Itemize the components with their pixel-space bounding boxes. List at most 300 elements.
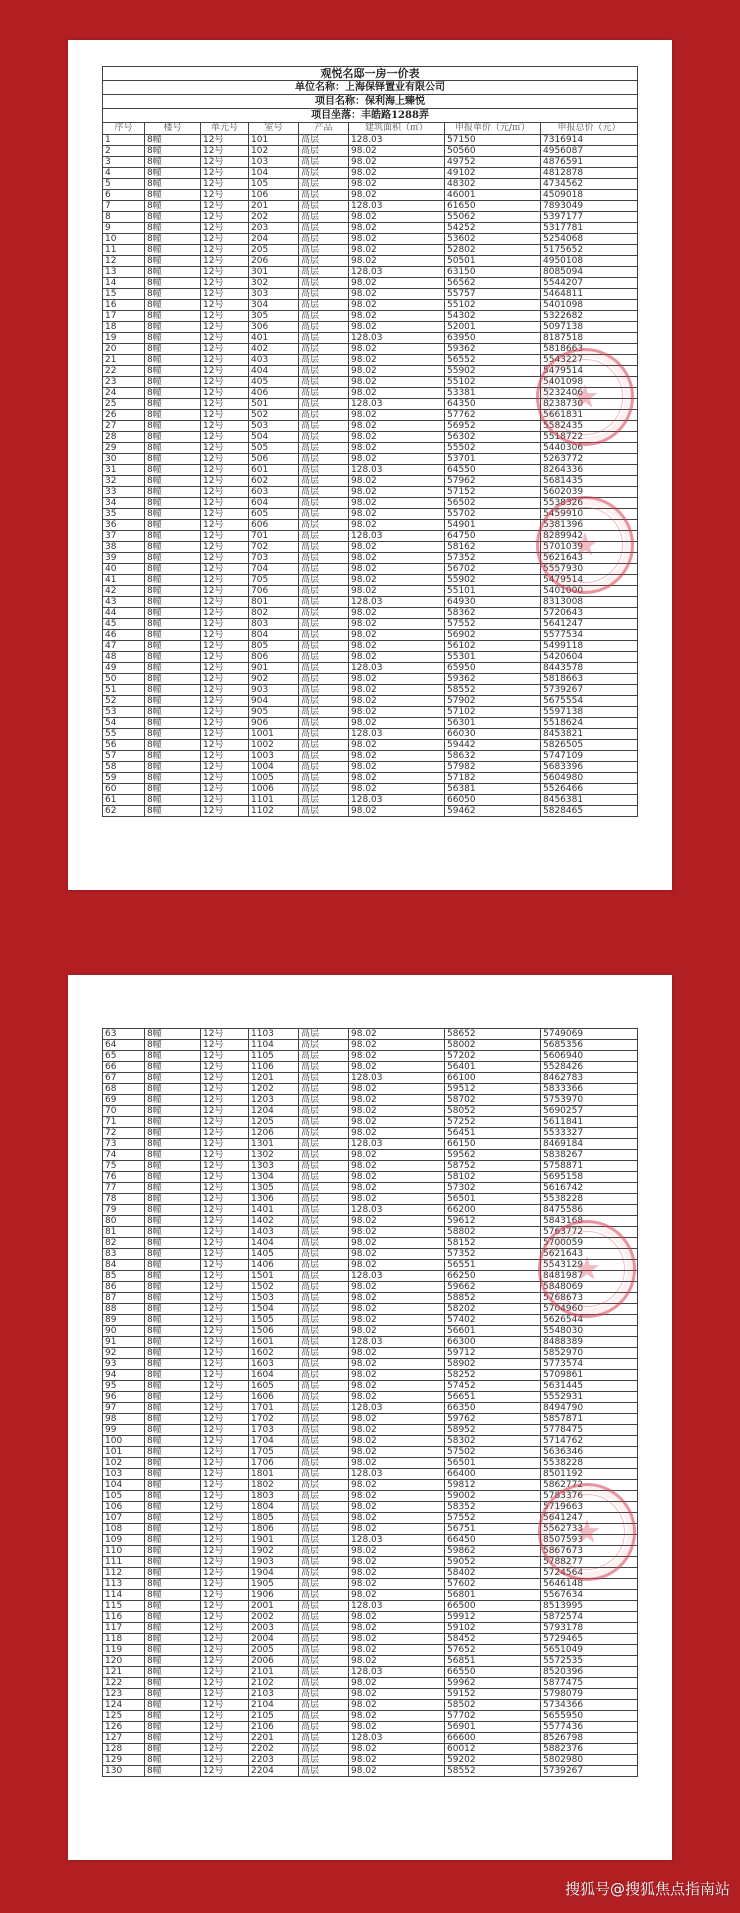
cell-unit-price: 56562	[445, 278, 541, 289]
cell-area: 128.03	[349, 1205, 445, 1216]
cell-area: 98.02	[349, 652, 445, 663]
cell-index: 102	[103, 1458, 145, 1469]
cell-index: 25	[103, 399, 145, 410]
cell-room: 1204	[249, 1106, 299, 1117]
table-row	[103, 1700, 638, 1711]
cell-index: 68	[103, 1084, 145, 1095]
cell-unit-price: 57552	[445, 1513, 541, 1524]
cell-area: 128.03	[349, 1733, 445, 1744]
cell-building: 8幢	[145, 344, 201, 355]
cell-unit-price: 58352	[445, 1502, 541, 1513]
cell-room: 604	[249, 498, 299, 509]
cell-index: 118	[103, 1634, 145, 1645]
cell-area: 98.02	[349, 245, 445, 256]
cell-unit-price: 66600	[445, 1733, 541, 1744]
cell-product: 高层	[299, 1579, 349, 1590]
cell-index: 27	[103, 421, 145, 432]
cell-building: 8幢	[145, 1766, 201, 1777]
cell-room: 105	[249, 179, 299, 190]
cell-total-price: 5739267	[541, 1766, 638, 1777]
cell-building: 8幢	[145, 1359, 201, 1370]
cell-area: 98.02	[349, 553, 445, 564]
cell-total-price: 5724564	[541, 1568, 638, 1579]
cell-unit-price: 56301	[445, 718, 541, 729]
cell-product: 高层	[299, 1656, 349, 1667]
cell-area: 128.03	[349, 1271, 445, 1282]
cell-product: 高层	[299, 1172, 349, 1183]
cell-unit-price: 57182	[445, 773, 541, 784]
cell-index: 72	[103, 1128, 145, 1139]
cell-room: 205	[249, 245, 299, 256]
cell-room: 803	[249, 619, 299, 630]
cell-area: 128.03	[349, 1535, 445, 1546]
cell-unit: 12号	[201, 806, 249, 817]
cell-unit-price: 55702	[445, 509, 541, 520]
table-row	[103, 1766, 638, 1777]
cell-unit-price: 58632	[445, 751, 541, 762]
cell-room: 1501	[249, 1271, 299, 1282]
cell-index: 8	[103, 212, 145, 223]
cell-product: 高层	[299, 1590, 349, 1601]
cell-building: 8幢	[145, 1106, 201, 1117]
cell-product: 高层	[299, 278, 349, 289]
cell-area: 98.02	[349, 1546, 445, 1557]
cell-product: 高层	[299, 696, 349, 707]
cell-room: 1601	[249, 1337, 299, 1348]
cell-unit: 12号	[201, 751, 249, 762]
cell-building: 8幢	[145, 1414, 201, 1425]
cell-total-price: 8475586	[541, 1205, 638, 1216]
table-row	[103, 707, 638, 718]
cell-area: 98.02	[349, 696, 445, 707]
cell-unit: 12号	[201, 399, 249, 410]
cell-index: 79	[103, 1205, 145, 1216]
cell-room: 805	[249, 641, 299, 652]
cell-unit-price: 64750	[445, 531, 541, 542]
cell-room: 701	[249, 531, 299, 542]
cell-total-price: 5582435	[541, 421, 638, 432]
cell-total-price: 5499118	[541, 641, 638, 652]
cell-unit-price: 52802	[445, 245, 541, 256]
cell-building: 8幢	[145, 1700, 201, 1711]
cell-total-price: 5479514	[541, 575, 638, 586]
cell-index: 33	[103, 487, 145, 498]
cell-index: 49	[103, 663, 145, 674]
cell-unit: 12号	[201, 1458, 249, 1469]
cell-total-price: 5397177	[541, 212, 638, 223]
cell-unit-price: 56381	[445, 784, 541, 795]
cell-room: 1303	[249, 1161, 299, 1172]
cell-total-price: 8520396	[541, 1667, 638, 1678]
cell-index: 56	[103, 740, 145, 751]
cell-area: 98.02	[349, 1216, 445, 1227]
cell-unit-price: 59152	[445, 1689, 541, 1700]
cell-unit: 12号	[201, 1491, 249, 1502]
cell-total-price: 5557930	[541, 564, 638, 575]
cell-unit: 12号	[201, 619, 249, 630]
cell-product: 高层	[299, 1084, 349, 1095]
cell-total-price: 8488389	[541, 1337, 638, 1348]
cell-index: 20	[103, 344, 145, 355]
cell-building: 8幢	[145, 1403, 201, 1414]
cell-product: 高层	[299, 1469, 349, 1480]
col-header-building: 楼号	[145, 123, 201, 135]
cell-area: 128.03	[349, 729, 445, 740]
cell-unit: 12号	[201, 509, 249, 520]
price-sheet-page-1	[68, 40, 672, 890]
cell-area: 98.02	[349, 751, 445, 762]
cell-unit: 12号	[201, 1755, 249, 1766]
cell-unit: 12号	[201, 344, 249, 355]
cell-building: 8幢	[145, 1205, 201, 1216]
cell-room: 2003	[249, 1623, 299, 1634]
cell-total-price: 5538228	[541, 1194, 638, 1205]
cell-product: 高层	[299, 1337, 349, 1348]
cell-unit: 12号	[201, 1700, 249, 1711]
cell-unit: 12号	[201, 1040, 249, 1051]
cell-total-price: 5440306	[541, 443, 638, 454]
cell-unit: 12号	[201, 1623, 249, 1634]
cell-index: 120	[103, 1656, 145, 1667]
cell-product: 高层	[299, 487, 349, 498]
cell-building: 8幢	[145, 399, 201, 410]
cell-unit-price: 59052	[445, 1557, 541, 1568]
cell-area: 98.02	[349, 1062, 445, 1073]
cell-unit: 12号	[201, 1106, 249, 1117]
cell-total-price: 5778475	[541, 1425, 638, 1436]
cell-unit: 12号	[201, 135, 249, 146]
cell-index: 107	[103, 1513, 145, 1524]
cell-product: 高层	[299, 608, 349, 619]
cell-unit-price: 50560	[445, 146, 541, 157]
cell-room: 1104	[249, 1040, 299, 1051]
cell-area: 98.02	[349, 1524, 445, 1535]
cell-product: 高层	[299, 1513, 349, 1524]
cell-room: 2104	[249, 1700, 299, 1711]
cell-unit-price: 66150	[445, 1139, 541, 1150]
cell-index: 41	[103, 575, 145, 586]
cell-unit: 12号	[201, 377, 249, 388]
cell-product: 高层	[299, 641, 349, 652]
cell-product: 高层	[299, 190, 349, 201]
cell-product: 高层	[299, 1546, 349, 1557]
cell-unit-price: 55502	[445, 443, 541, 454]
cell-index: 19	[103, 333, 145, 344]
table-row	[103, 1623, 638, 1634]
cell-room: 1603	[249, 1359, 299, 1370]
cell-product: 高层	[299, 399, 349, 410]
cell-index: 42	[103, 586, 145, 597]
cell-product: 高层	[299, 1161, 349, 1172]
cell-unit-price: 63150	[445, 267, 541, 278]
cell-total-price: 7316914	[541, 135, 638, 146]
table-row	[103, 1414, 638, 1425]
cell-area: 128.03	[349, 1469, 445, 1480]
cell-building: 8幢	[145, 1315, 201, 1326]
table-row	[103, 454, 638, 465]
cell-unit-price: 59712	[445, 1348, 541, 1359]
cell-unit-price: 58362	[445, 608, 541, 619]
table-row	[103, 1722, 638, 1733]
cell-index: 9	[103, 223, 145, 234]
table-row	[103, 806, 638, 817]
cell-unit-price: 58552	[445, 685, 541, 696]
cell-room: 1202	[249, 1084, 299, 1095]
cell-building: 8幢	[145, 1469, 201, 1480]
cell-area: 98.02	[349, 509, 445, 520]
cell-total-price: 4734562	[541, 179, 638, 190]
cell-unit-price: 66350	[445, 1403, 541, 1414]
cell-room: 1006	[249, 784, 299, 795]
cell-total-price: 5602039	[541, 487, 638, 498]
cell-unit-price: 57150	[445, 135, 541, 146]
cell-index: 99	[103, 1425, 145, 1436]
table-row	[103, 751, 638, 762]
cell-total-price: 5528426	[541, 1062, 638, 1073]
table-row	[103, 1117, 638, 1128]
cell-total-price: 5626544	[541, 1315, 638, 1326]
cell-product: 高层	[299, 355, 349, 366]
cell-total-price: 8481987	[541, 1271, 638, 1282]
cell-building: 8幢	[145, 575, 201, 586]
column-header-row	[103, 123, 638, 135]
cell-room: 1506	[249, 1326, 299, 1337]
cell-area: 98.02	[349, 1711, 445, 1722]
cell-area: 98.02	[349, 740, 445, 751]
cell-total-price: 8264336	[541, 465, 638, 476]
company-seal-stamp	[536, 496, 634, 594]
cell-product: 高层	[299, 366, 349, 377]
cell-room: 602	[249, 476, 299, 487]
cell-index: 71	[103, 1117, 145, 1128]
cell-unit-price: 58702	[445, 1095, 541, 1106]
cell-product: 高层	[299, 1073, 349, 1084]
cell-building: 8幢	[145, 267, 201, 278]
cell-area: 98.02	[349, 1744, 445, 1755]
cell-unit: 12号	[201, 1403, 249, 1414]
cell-area: 98.02	[349, 564, 445, 575]
cell-unit: 12号	[201, 179, 249, 190]
cell-area: 98.02	[349, 388, 445, 399]
cell-unit: 12号	[201, 1502, 249, 1513]
table-row	[103, 729, 638, 740]
cell-unit-price: 66400	[445, 1469, 541, 1480]
cell-building: 8幢	[145, 1238, 201, 1249]
cell-unit-price: 66300	[445, 1337, 541, 1348]
cell-room: 1402	[249, 1216, 299, 1227]
cell-area: 128.03	[349, 135, 445, 146]
cell-area: 128.03	[349, 597, 445, 608]
cell-unit: 12号	[201, 531, 249, 542]
cell-area: 98.02	[349, 1436, 445, 1447]
cell-room: 304	[249, 300, 299, 311]
table-row	[103, 1205, 638, 1216]
cell-building: 8幢	[145, 1073, 201, 1084]
cell-room: 1801	[249, 1469, 299, 1480]
cell-total-price: 5611841	[541, 1117, 638, 1128]
cell-unit-price: 57762	[445, 410, 541, 421]
cell-product: 高层	[299, 1117, 349, 1128]
cell-unit-price: 53381	[445, 388, 541, 399]
cell-area: 98.02	[349, 1678, 445, 1689]
cell-total-price: 8462783	[541, 1073, 638, 1084]
cell-area: 98.02	[349, 190, 445, 201]
table-row	[103, 685, 638, 696]
cell-building: 8幢	[145, 1590, 201, 1601]
cell-index: 18	[103, 322, 145, 333]
cell-unit: 12号	[201, 256, 249, 267]
cell-unit: 12号	[201, 1590, 249, 1601]
cell-unit-price: 54901	[445, 520, 541, 531]
col-header-index: 序号	[103, 123, 145, 135]
cell-total-price: 5720643	[541, 608, 638, 619]
cell-area: 98.02	[349, 1084, 445, 1095]
cell-unit: 12号	[201, 1535, 249, 1546]
table-row	[103, 245, 638, 256]
cell-unit: 12号	[201, 1095, 249, 1106]
cell-room: 2002	[249, 1612, 299, 1623]
table-row	[103, 1634, 638, 1645]
table-row	[103, 1711, 638, 1722]
cell-unit: 12号	[201, 674, 249, 685]
cell-total-price: 5567634	[541, 1590, 638, 1601]
cell-index: 106	[103, 1502, 145, 1513]
cell-total-price: 5661831	[541, 410, 638, 421]
cell-area: 98.02	[349, 443, 445, 454]
cell-building: 8幢	[145, 190, 201, 201]
table-row	[103, 630, 638, 641]
cell-index: 17	[103, 311, 145, 322]
cell-product: 高层	[299, 1524, 349, 1535]
table-row	[103, 289, 638, 300]
cell-room: 904	[249, 696, 299, 707]
cell-product: 高层	[299, 432, 349, 443]
cell-area: 98.02	[349, 1161, 445, 1172]
cell-room: 1405	[249, 1249, 299, 1260]
cell-building: 8幢	[145, 1502, 201, 1513]
cell-product: 高层	[299, 1480, 349, 1491]
cell-room: 201	[249, 201, 299, 212]
cell-index: 29	[103, 443, 145, 454]
cell-room: 1203	[249, 1095, 299, 1106]
cell-total-price: 5857871	[541, 1414, 638, 1425]
cell-unit: 12号	[201, 146, 249, 157]
cell-building: 8幢	[145, 1601, 201, 1612]
cell-product: 高层	[299, 718, 349, 729]
cell-product: 高层	[299, 685, 349, 696]
cell-unit: 12号	[201, 289, 249, 300]
cell-product: 高层	[299, 1326, 349, 1337]
cell-room: 2005	[249, 1645, 299, 1656]
table-row	[103, 1359, 638, 1370]
table-row	[103, 1480, 638, 1491]
cell-total-price: 5562733	[541, 1524, 638, 1535]
cell-product: 高层	[299, 1293, 349, 1304]
cell-unit-price: 55902	[445, 575, 541, 586]
cell-room: 405	[249, 377, 299, 388]
table-row	[103, 663, 638, 674]
cell-total-price: 5749069	[541, 1029, 638, 1040]
table-row	[103, 333, 638, 344]
cell-unit: 12号	[201, 201, 249, 212]
cell-unit-price: 56302	[445, 432, 541, 443]
cell-area: 98.02	[349, 520, 445, 531]
cell-product: 高层	[299, 795, 349, 806]
cell-area: 98.02	[349, 146, 445, 157]
cell-product: 高层	[299, 1150, 349, 1161]
cell-room: 2201	[249, 1733, 299, 1744]
cell-room: 901	[249, 663, 299, 674]
cell-area: 98.02	[349, 1238, 445, 1249]
table-row	[103, 1095, 638, 1106]
cell-unit-price: 56501	[445, 1194, 541, 1205]
cell-index: 24	[103, 388, 145, 399]
cell-unit-price: 58652	[445, 1029, 541, 1040]
cell-total-price: 5254068	[541, 234, 638, 245]
cell-product: 高层	[299, 377, 349, 388]
table-row	[103, 256, 638, 267]
cell-unit-price: 64550	[445, 465, 541, 476]
cell-building: 8幢	[145, 487, 201, 498]
cell-product: 高层	[299, 762, 349, 773]
cell-total-price: 5322682	[541, 311, 638, 322]
cell-index: 94	[103, 1370, 145, 1381]
project-location: 项目坐落：丰皓路1288弄	[103, 109, 638, 123]
cell-total-price: 5548030	[541, 1326, 638, 1337]
cell-building: 8幢	[145, 751, 201, 762]
cell-unit-price: 56102	[445, 641, 541, 652]
table-row	[103, 674, 638, 685]
cell-room: 1802	[249, 1480, 299, 1491]
cell-total-price: 5862772	[541, 1480, 638, 1491]
cell-room: 1401	[249, 1205, 299, 1216]
cell-index: 84	[103, 1260, 145, 1271]
cell-room: 2203	[249, 1755, 299, 1766]
cell-room: 1906	[249, 1590, 299, 1601]
cell-unit: 12号	[201, 234, 249, 245]
cell-total-price: 5690257	[541, 1106, 638, 1117]
cell-unit-price: 57252	[445, 1117, 541, 1128]
cell-building: 8幢	[145, 1480, 201, 1491]
cell-area: 128.03	[349, 1073, 445, 1084]
cell-building: 8幢	[145, 388, 201, 399]
cell-unit: 12号	[201, 267, 249, 278]
cell-unit: 12号	[201, 1612, 249, 1623]
cell-product: 高层	[299, 1403, 349, 1414]
cell-area: 98.02	[349, 1491, 445, 1502]
cell-room: 2103	[249, 1689, 299, 1700]
cell-total-price: 5719663	[541, 1502, 638, 1513]
cell-room: 401	[249, 333, 299, 344]
cell-area: 98.02	[349, 1557, 445, 1568]
cell-unit: 12号	[201, 443, 249, 454]
cell-building: 8幢	[145, 1304, 201, 1315]
cell-area: 98.02	[349, 685, 445, 696]
cell-building: 8幢	[145, 498, 201, 509]
table-row	[103, 1183, 638, 1194]
cell-total-price: 4812878	[541, 168, 638, 179]
cell-index: 51	[103, 685, 145, 696]
cell-product: 高层	[299, 146, 349, 157]
cell-index: 91	[103, 1337, 145, 1348]
cell-index: 13	[103, 267, 145, 278]
cell-index: 126	[103, 1722, 145, 1733]
cell-index: 73	[103, 1139, 145, 1150]
cell-unit: 12号	[201, 608, 249, 619]
cell-area: 98.02	[349, 1447, 445, 1458]
cell-product: 高层	[299, 509, 349, 520]
cell-room: 502	[249, 410, 299, 421]
